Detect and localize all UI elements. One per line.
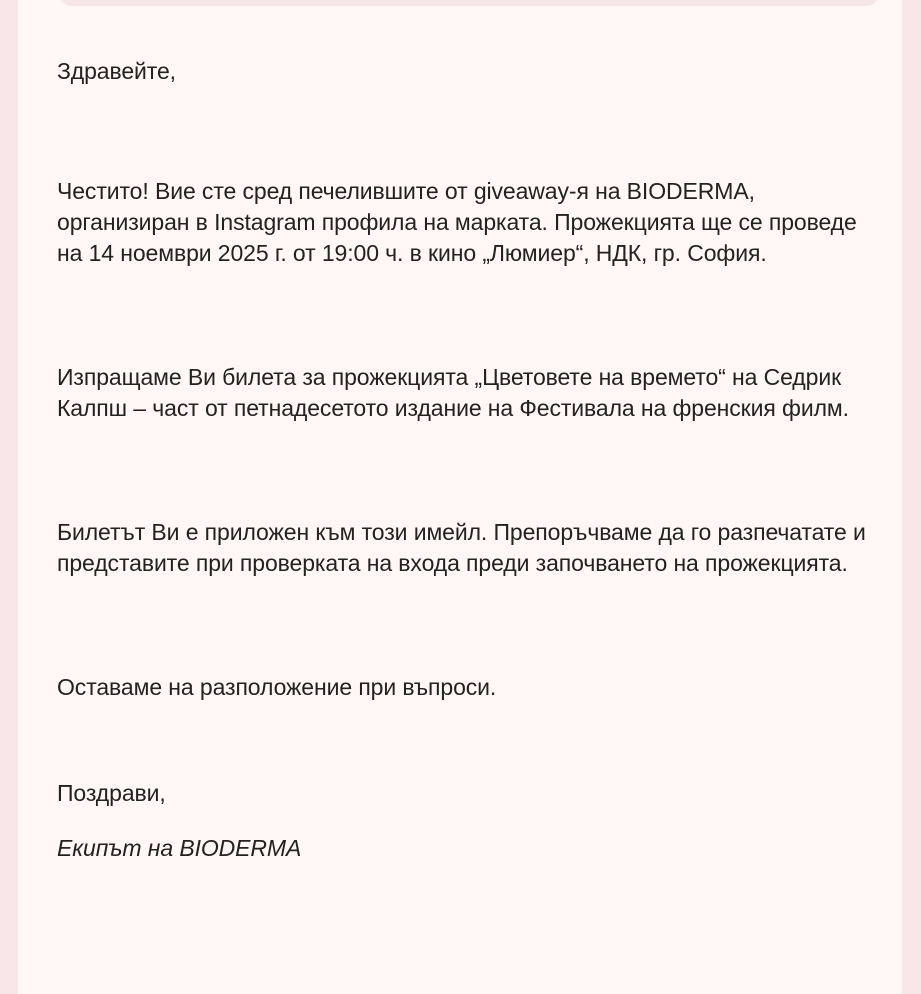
attachment-info-paragraph: Билетът Ви е приложен към този имейл. Препоръчваме да го разпечатате и представите при проверката на входа преди започването на прожекцията. [57,519,866,576]
email-body [57,56,872,864]
email-card [18,0,902,994]
congratulations-paragraph: Честито! Вие сте сред печелившите от giveaway-я на BIODERMA, организиран в Instagram профила на марката. Прожекцията ще се проведе на 14 ноември 2025 г. от 19:00 ч. в кино „Люмиер“, НДК, гр. София. [57,178,857,266]
email-signature: Екипът на BIODERMA [57,835,302,861]
email-closing: Поздрави, [57,780,166,806]
questions-paragraph: Оставаме на разположение при въпроси. [57,674,497,700]
top-header-strip [58,0,880,6]
email-greeting: Здравейте, [57,58,176,84]
ticket-info-paragraph: Изпращаме Ви билета за прожекцията „Цветовете на времето“ на Седрик Калпш – част от петнадесетото издание на Фестивала на френския филм. [57,364,849,421]
